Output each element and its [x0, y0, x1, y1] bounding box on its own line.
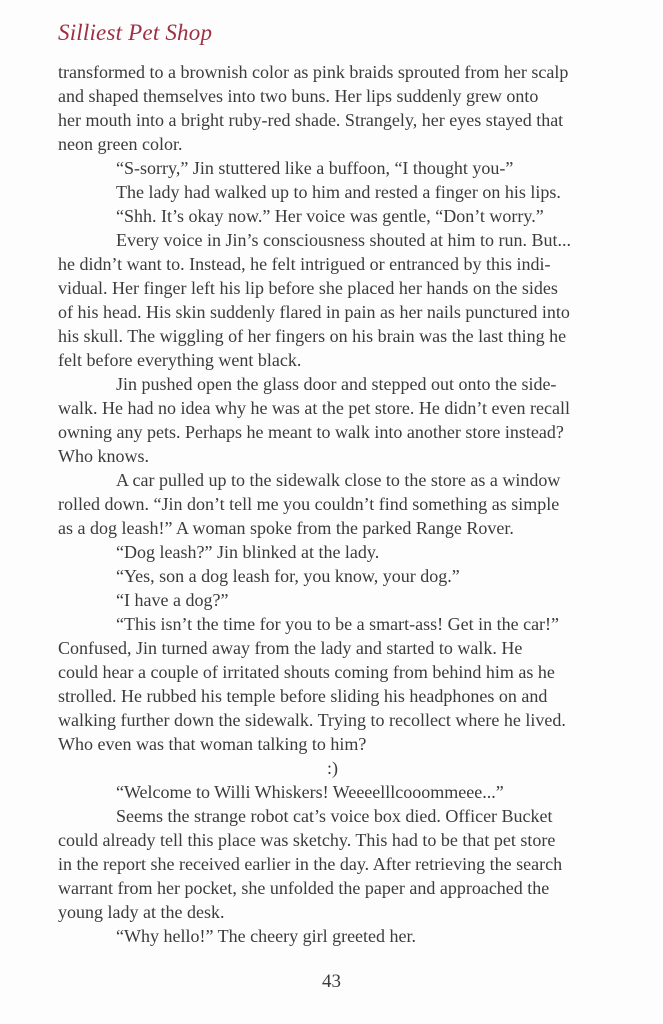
text-line: “Dog leash?” Jin blinked at the lady.	[116, 542, 380, 562]
text-line: transformed to a brownish color as pink braids sprouted from her scalp	[58, 62, 569, 82]
text-line: The lady had walked up to him and rested a finger on his lips.	[116, 182, 561, 202]
text-line: and shaped themselves into two buns. Her lips suddenly grew onto	[58, 86, 539, 106]
text-line: Who even was that woman talking to him?	[58, 734, 367, 754]
text-line: “Shh. It’s okay now.” Her voice was gentle, “Don’t worry.”	[116, 206, 544, 226]
text-line: rolled down. “Jin don’t tell me you couldn’t find something as simple	[58, 494, 560, 514]
text-line: :)	[327, 758, 338, 778]
text-line: felt before everything went black.	[58, 350, 302, 370]
text-line: vidual. Her finger left his lip before she placed her hands on the sides	[58, 278, 558, 298]
running-header-chapter-title: Silliest Pet Shop	[58, 20, 213, 45]
text-line: “I have a dog?”	[116, 590, 229, 610]
text-line: Jin pushed open the glass door and stepped out onto the side-	[116, 374, 557, 394]
text-line: Confused, Jin turned away from the lady and started to walk. He	[58, 638, 523, 658]
text-line: could already tell this place was sketchy. This had to be that pet store	[58, 830, 556, 850]
text-line: as a dog leash!” A woman spoke from the parked Range Rover.	[58, 518, 514, 538]
text-line: “Yes, son a dog leash for, you know, your dog.”	[116, 566, 460, 586]
text-line: Who knows.	[58, 446, 149, 466]
text-line: owning any pets. Perhaps he meant to walk into another store instead?	[58, 422, 564, 442]
text-line: his skull. The wiggling of her fingers on his brain was the last thing he	[58, 326, 567, 346]
text-line: her mouth into a bright ruby-red shade. Strangely, her eyes stayed that	[58, 110, 564, 130]
page-number: 43	[322, 971, 341, 992]
text-line: could hear a couple of irritated shouts coming from behind him as he	[58, 662, 555, 682]
text-line: “This isn’t the time for you to be a smart-ass! Get in the car!”	[116, 614, 560, 634]
text-line: “Why hello!” The cheery girl greeted her.	[116, 926, 417, 946]
body-text	[58, 60, 607, 948]
text-line: walking further down the sidewalk. Trying to recollect where he lived.	[58, 710, 566, 730]
text-line: strolled. He rubbed his temple before sliding his headphones on and	[58, 686, 548, 706]
text-line: of his head. His skin suddenly flared in pain as her nails punctured into	[58, 302, 570, 322]
text-line: Seems the strange robot cat’s voice box died. Officer Bucket	[116, 806, 553, 826]
text-line: “Welcome to Willi Whiskers! Weeeelllcooommeee...”	[116, 782, 504, 802]
text-line: Every voice in Jin’s consciousness shouted at him to run. But...	[116, 230, 571, 250]
text-line: young lady at the desk.	[58, 902, 225, 922]
text-line: A car pulled up to the sidewalk close to the store as a window	[116, 470, 561, 490]
text-line: neon green color.	[58, 134, 183, 154]
text-line: he didn’t want to. Instead, he felt intrigued or entranced by this indi-	[58, 254, 551, 274]
text-line: walk. He had no idea why he was at the pet store. He didn’t even recall	[58, 398, 570, 418]
text-line: in the report she received earlier in the day. After retrieving the search	[58, 854, 563, 874]
text-line: “S-sorry,” Jin stuttered like a buffoon, “I thought you-”	[116, 158, 514, 178]
text-line: warrant from her pocket, she unfolded the paper and approached the	[58, 878, 550, 898]
